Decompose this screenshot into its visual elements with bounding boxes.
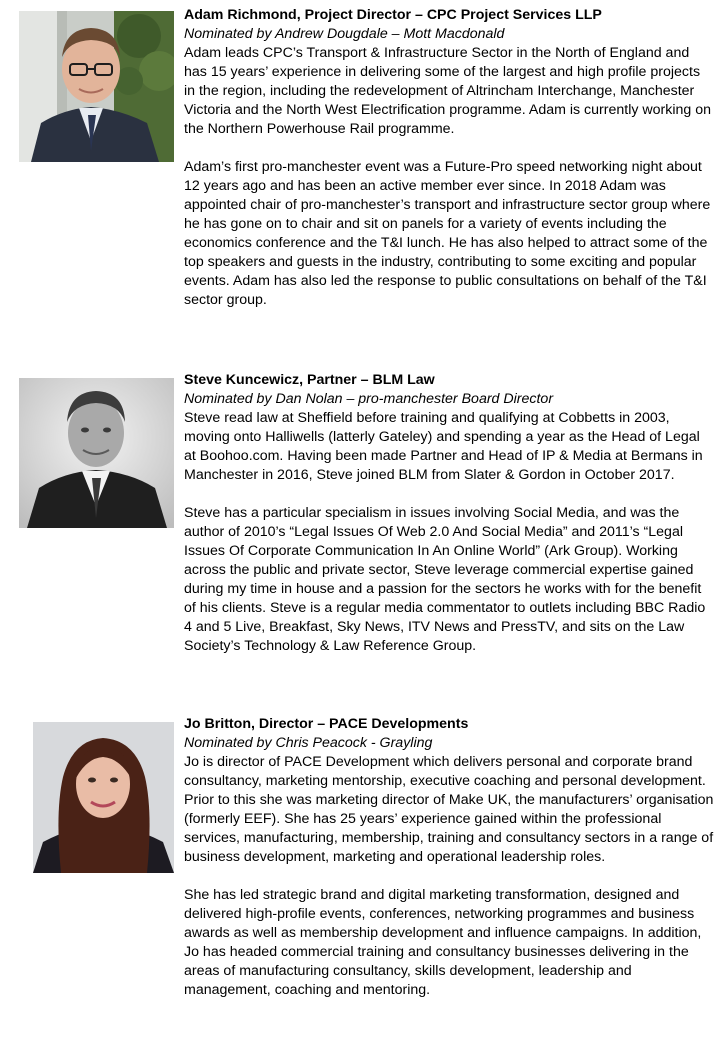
profile-text <box>184 371 714 656</box>
profile-paragraph: She has led strategic brand and digital marketing transformation, designed and delivered high-profile events, conferences, networking programmes and business awards as well as membership development and influence campaigns. In addition, Jo has headed commercial training and consultancy businesses delivering in the areas of manufacturing consultancy, skills development, leadership and management, coaching and mentoring. <box>184 887 702 998</box>
profile-paragraph: Jo is director of PACE Development which delivers personal and corporate brand consultancy, marketing mentorship, executive coaching and personal development. Prior to this she was marketing director of Make UK, the manufacturers’ organisation (formerly EEF). She has 25 years’ experience gained within the professional services, manufacturing, membership, training and consultancy sectors in a range of business development, marketing and operational leadership roles. <box>184 754 714 865</box>
profile-text <box>184 6 714 310</box>
headshot-photo <box>19 11 174 162</box>
paragraph-gap <box>184 139 714 158</box>
headshot-photo <box>19 378 174 528</box>
profile-nominated-by: Nominated by Andrew Dougdale – Mott Macdonald <box>184 26 505 42</box>
profile-paragraph: Steve has a particular specialism in issues involving Social Media, and was the author of 2010’s “Legal Issues Of Web 2.0 And Social Media” and 2011’s “Legal Issues Of Corporate Communication In An Online World” (Ark Group). Working across the public and private sector, Steve leverage commercial expertise gained during my time in house and a passion for the sectors he works with for the benefit of his clients. Steve is a regular media commentator to outlets including BBC Radio 4 and 5 Live, Breakfast, Sky News, ITV News and PressTV, and sits on the Law Society’s Technology & Law Reference Group. <box>184 505 706 654</box>
profile-text <box>184 715 714 1000</box>
profile-paragraph: Adam’s first pro-manchester event was a Future-Pro speed networking night about 12 years ago and has been an active member ever since. In 2018 Adam was appointed chair of pro-manchester’s transport and infrastructure sector group where he has gone on to chair and sit on panels for a variety of events including the economics conference and the T&I lunch. He has also helped to attract some of the top speakers and guests in the industry, contributing to some exciting and popular events. Adam has also led the response to public consultations on behalf of the T&I sector group. <box>184 159 711 308</box>
profile-nominated-by: Nominated by Chris Peacock - Grayling <box>184 735 433 751</box>
headshot-photo <box>33 722 174 873</box>
paragraph-gap <box>184 485 714 504</box>
profile-name: Jo Britton, Director – PACE Developments <box>184 716 469 732</box>
profile-paragraph: Steve read law at Sheffield before training and qualifying at Cobbetts in 2003, moving onto Halliwells (latterly Gateley) and spending a year as the Head of Legal at Boohoo.com. Having been made Partner and Head of IP & Media at Bermans in Manchester in 2016, Steve joined BLM from Slater & Gordon in October 2017. <box>184 410 703 483</box>
profile-name: Adam Richmond, Project Director – CPC Project Services LLP <box>184 7 602 23</box>
profile-name: Steve Kuncewicz, Partner – BLM Law <box>184 372 435 388</box>
profile-paragraph: Adam leads CPC’s Transport & Infrastructure Sector in the North of England and has 15 years’ experience in delivering some of the largest and high profile projects in the region, including the redevelopment of Altrincham Interchange, Manchester Victoria and the North West Electrification programme. Adam is currently working on the Northern Powerhouse Rail programme. <box>184 45 712 137</box>
profile-nominated-by: Nominated by Dan Nolan – pro-manchester Board Director <box>184 391 554 407</box>
paragraph-gap <box>184 867 714 886</box>
